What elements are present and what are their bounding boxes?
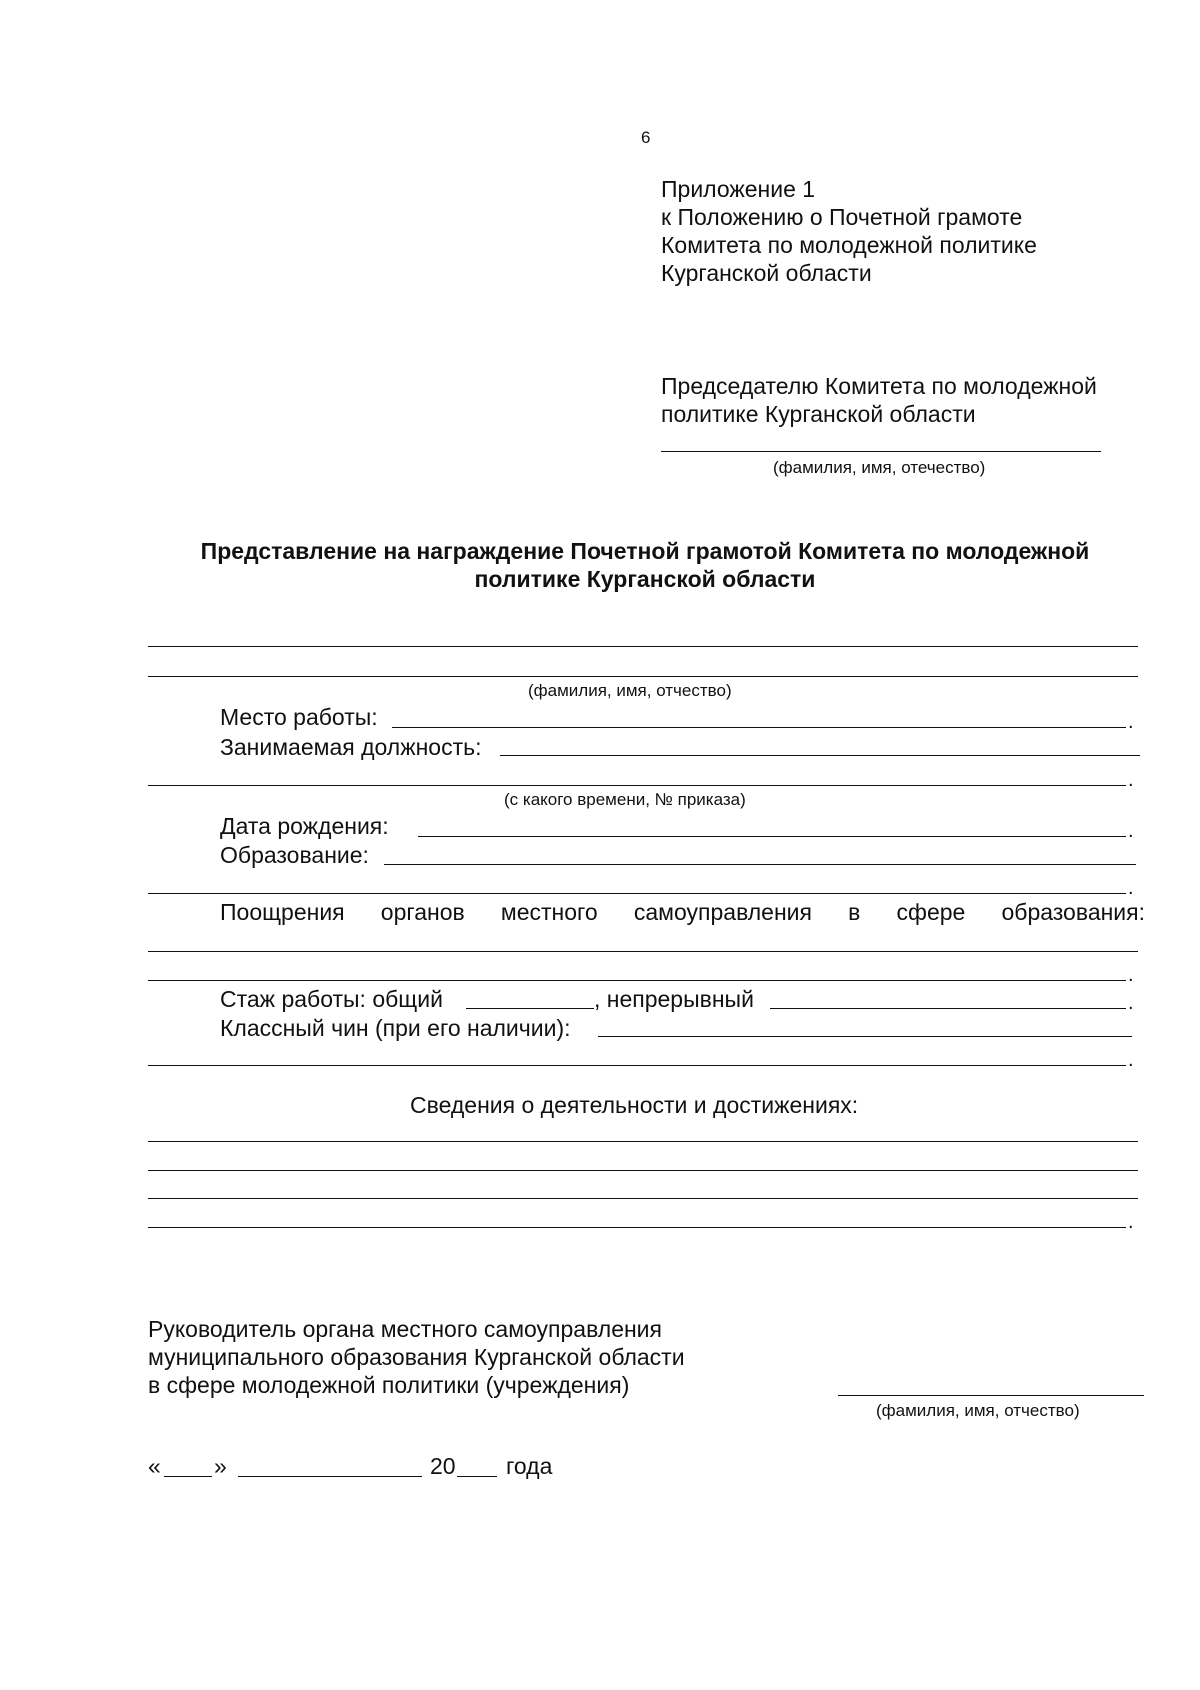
signature-name-line[interactable] [838,1395,1144,1396]
appendix-line-3: Комитета по молодежной политике [661,232,1037,258]
activity-dot: . [1128,1211,1134,1233]
signature-line-1: Руководитель органа местного самоуправления [148,1316,662,1342]
date-year-suffix: года [506,1453,553,1479]
addressee-line-2: политике Курганской области [661,401,976,427]
awards-word-2: органов [380,899,465,925]
workplace-dot: . [1128,711,1134,733]
signature-line-2: муниципального образования Курганской области [148,1344,685,1370]
position-field[interactable] [500,755,1140,756]
awards-word-5: в [848,899,861,925]
addressee-line-1: Председателю Комитета по молодежной [661,373,1097,399]
birth-date-dot: . [1128,820,1134,842]
experience-total-label: Стаж работы: общий [220,986,443,1012]
page-number: 6 [641,128,651,147]
date-year-prefix: 20 [430,1453,456,1479]
nominee-name-line-1[interactable] [148,646,1138,647]
experience-continuous-field[interactable] [770,1008,1126,1009]
awards-dot: . [1128,964,1134,986]
awards-field-line-2[interactable] [148,980,1126,981]
appendix-line-1: Приложение 1 [661,176,816,202]
awards-word-7: образования: [1001,899,1145,925]
birth-date-field[interactable] [418,836,1126,837]
workplace-label: Место работы: [220,704,378,730]
activity-field-line-2[interactable] [148,1170,1138,1171]
education-field[interactable] [384,864,1136,865]
education-dot: . [1128,877,1134,899]
signature-line-3: в сфере молодежной политики (учреждения) [148,1372,630,1398]
document-title-line-1: Представление на награждение Почетной грамотой Комитета по молодежной [200,538,1090,564]
date-month-field[interactable] [238,1476,422,1477]
workplace-field[interactable] [392,727,1126,728]
appendix-line-4: Курганской области [661,260,872,286]
class-rank-field-line-2[interactable] [148,1065,1126,1066]
date-day-field[interactable] [164,1476,212,1477]
position-caption: (с какого времени, № приказа) [504,790,746,809]
experience-total-field[interactable] [466,1008,594,1009]
date-year-field[interactable] [457,1476,497,1477]
awards-field-line-1[interactable] [148,951,1138,952]
experience-dot: . [1128,992,1134,1014]
class-rank-dot: . [1128,1049,1134,1071]
education-label: Образование: [220,842,369,868]
birth-date-label: Дата рождения: [220,813,389,839]
position-label: Занимаемая должность: [220,734,482,760]
nominee-name-caption: (фамилия, имя, отчество) [528,681,732,700]
nominee-name-line-2[interactable] [148,676,1138,677]
awards-word-6: сфере [896,899,966,925]
experience-continuous-label: , непрерывный [594,986,754,1012]
education-field-line-2[interactable] [148,893,1126,894]
signature-caption: (фамилия, имя, отчество) [876,1401,1080,1420]
appendix-line-2: к Положению о Почетной грамоте [661,204,1023,230]
position-field-line-2[interactable] [148,785,1126,786]
activity-field-line-3[interactable] [148,1198,1138,1199]
date-open-quote: « [148,1453,161,1479]
document-title-line-2: политике Курганской области [474,566,816,592]
activity-field-line-4[interactable] [148,1227,1126,1228]
class-rank-label: Классный чин (при его наличии): [220,1015,571,1041]
awards-word-4: самоуправления [633,899,812,925]
addressee-caption: (фамилия, имя, отечество) [773,458,986,477]
addressee-name-line[interactable] [661,451,1101,452]
awards-word-3: местного [500,899,598,925]
activity-heading: Сведения о деятельности и достижениях: [410,1092,859,1118]
class-rank-field[interactable] [598,1036,1132,1037]
activity-field-line-1[interactable] [148,1141,1138,1142]
position-dot: . [1128,769,1134,791]
awards-label [220,898,1145,926]
date-close-quote: » [214,1453,227,1479]
awards-word-1: Поощрения [220,899,345,925]
